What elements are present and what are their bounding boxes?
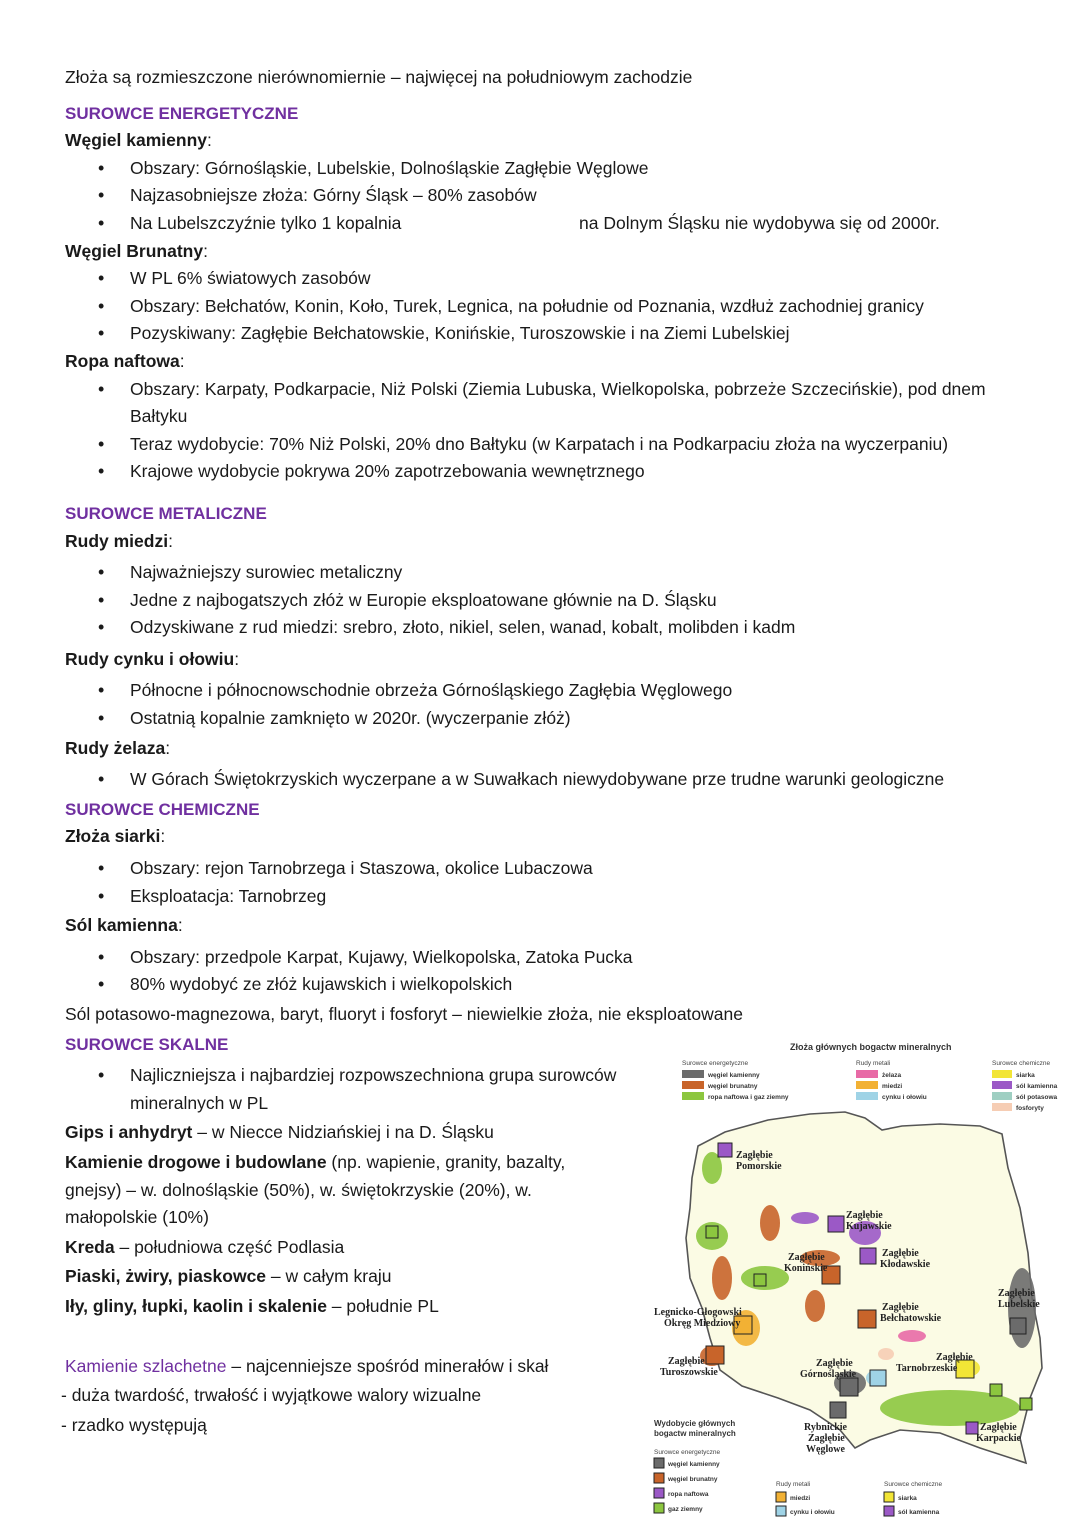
region-label: Węglowe bbox=[806, 1444, 845, 1455]
pickaxe-icon bbox=[884, 1506, 894, 1516]
region-label: Tarnobrzeskie bbox=[896, 1363, 958, 1374]
legend-swatch-rock-salt bbox=[992, 1081, 1012, 1089]
legend-label: miedzi bbox=[882, 1083, 903, 1090]
gems-point: - rzadko występują bbox=[61, 1414, 207, 1435]
region-label: Zagłębie bbox=[668, 1356, 705, 1367]
mining-chem-title: Surowce chemiczne bbox=[884, 1481, 943, 1488]
region-label: Legnicko-Głogowski bbox=[654, 1307, 742, 1318]
subheading-salt: Sól kamienna: bbox=[65, 915, 183, 936]
section-heading-rock: SUROWCE SKALNE bbox=[65, 1034, 229, 1054]
section-heading-energy: SUROWCE ENERGETYCZNE bbox=[65, 103, 299, 123]
rock-sands: Piaski, żwiry, piaskowce – w całym kraju bbox=[65, 1266, 392, 1287]
pickaxe-icon bbox=[776, 1492, 786, 1502]
list-item: • Eksploatacja: Tarnobrzeg bbox=[65, 883, 1025, 911]
pickaxe-icon bbox=[654, 1503, 664, 1513]
list-item: • Północne i północnowschodnie obrzeża Górnośląskiego Zagłębia Węglowego bbox=[65, 677, 1025, 705]
rock-chalk: Kreda – południowa część Podlasia bbox=[65, 1236, 345, 1257]
intro-text: Złoża są rozmieszczone nierównomiernie – najwięcej na południowym zachodzie bbox=[65, 67, 693, 87]
region-label: Turoszowskie bbox=[660, 1367, 718, 1378]
section-heading-chemical: SUROWCE CHEMICZNE bbox=[65, 799, 260, 819]
list-item: • Teraz wydobycie: 70% Niż Polski, 20% dno Bałtyku (w Karpatach i na Podkarpaciu złoża na wyczerpaniu) bbox=[65, 431, 1025, 459]
list-item: • Ostatnią kopalnie zamknięto w 2020r. (wyczerpanie złóż) bbox=[65, 705, 1025, 733]
list-item: • Najzasobniejsze złoża: Górny Śląsk – 80% zasobów bbox=[65, 182, 1025, 210]
mining-title: Wydobycie głównych bbox=[654, 1419, 736, 1428]
list-item: • Na Lubelszczyźnie tylko 1 kopalnia na Dolnym Śląsku nie wydobywa się od 2000r. bbox=[65, 210, 1025, 238]
list-item: • Obszary: rejon Tarnobrzega i Staszowa, okolice Lubaczowa bbox=[65, 855, 1025, 883]
list-item: • Obszary: Karpaty, Podkarpacie, Niż Polski (Ziemia Lubuska, Wielkopolska, pobrzeże Szczecińskie), pod dnem Bałtyku bbox=[65, 376, 1025, 431]
list-item: • 80% wydobyć ze złóż kujawskich i wielkopolskich bbox=[65, 971, 1025, 999]
side-note: na Dolnym Śląsku nie wydobywa się od 2000r. bbox=[579, 212, 940, 233]
rock-gypsum: Gips i anhydryt – w Niecce Nidziańskiej i na D. Śląsku bbox=[65, 1122, 494, 1143]
region-label: Bełchatowskie bbox=[880, 1313, 942, 1324]
legend-swatch-phosphate bbox=[992, 1103, 1012, 1111]
subheading-oil: Ropa naftowa: bbox=[65, 350, 185, 371]
region-label: Zagłębie bbox=[980, 1422, 1017, 1433]
deposit-phosphate bbox=[878, 1348, 894, 1360]
pickaxe-icon bbox=[884, 1492, 894, 1502]
region-label: Zagłębie bbox=[936, 1352, 973, 1363]
chemical-other-text: Sól potasowo-magnezowa, baryt, fluoryt i fosforyt – niewielkie złoża, nie eksploatowane bbox=[65, 1004, 743, 1024]
pickaxe-icon bbox=[654, 1458, 664, 1468]
list-item: • Najliczniejsza i najbardziej rozpowszechniona grupa surowców mineralnych w PL bbox=[65, 1062, 645, 1117]
list-item: • Najważniejszy surowiec metaliczny bbox=[65, 559, 1025, 587]
mining-label: miedzi bbox=[790, 1495, 811, 1502]
region-label: Zagłębie bbox=[808, 1433, 845, 1444]
pickaxe-icon bbox=[776, 1506, 786, 1516]
mining-label: sól kamienna bbox=[898, 1509, 940, 1516]
list-item: • Odzyskiwane z rud miedzi: srebro, złoto, nikiel, selen, wanad, kobalt, molibden i kadm bbox=[65, 614, 1025, 642]
legend-swatch-hard-coal bbox=[682, 1070, 704, 1078]
rock-clays: Iły, gliny, łupki, kaolin i skalenie – południe PL bbox=[65, 1295, 439, 1316]
region-label: Okręg Miedziowy bbox=[664, 1318, 741, 1329]
list-item: • Obszary: przedpole Karpat, Kujawy, Wielkopolska, Zatoka Pucka bbox=[65, 944, 1025, 972]
list-oil bbox=[65, 376, 1025, 486]
mining-label: ropa naftowa bbox=[668, 1491, 709, 1498]
list-zinc-lead bbox=[65, 677, 1025, 732]
list-item: • Jedne z najbogatszych złóż w Europie eksploatowane głównie na D. Śląsku bbox=[65, 587, 1025, 615]
list-lignite bbox=[65, 265, 1025, 348]
mining-label: węgiel brunatny bbox=[668, 1476, 718, 1483]
region-label: Górnośląskie bbox=[800, 1369, 857, 1380]
legend-swatch-sulfur bbox=[992, 1070, 1012, 1078]
subheading-hard-coal: Węgiel kamienny: bbox=[65, 130, 212, 151]
list-sulfur bbox=[65, 855, 1025, 910]
gems-point: - duża twardość, trwałość i wyjątkowe walory wizualne bbox=[61, 1385, 482, 1406]
region-label: Zagłębie bbox=[882, 1302, 919, 1313]
region-label: Lubelskie bbox=[998, 1299, 1040, 1310]
legend-label: węgiel kamienny bbox=[708, 1072, 760, 1079]
deposit-lignite-2 bbox=[712, 1256, 732, 1300]
region-label: Rybnickie bbox=[804, 1422, 847, 1433]
legend-swatch-potash bbox=[992, 1092, 1012, 1100]
region-label: Kujawskie bbox=[846, 1221, 892, 1232]
legend-chem-title: Surowce chemiczne bbox=[992, 1060, 1051, 1067]
region-label: Karpackie bbox=[976, 1433, 1021, 1444]
legend-swatch-iron bbox=[856, 1070, 878, 1078]
list-iron bbox=[65, 766, 1025, 794]
subheading-zinc-lead: Rudy cynku i ołowiu: bbox=[65, 648, 240, 669]
legend-label: sól potasowa bbox=[1016, 1094, 1058, 1101]
mining-label: węgiel kamienny bbox=[668, 1461, 720, 1468]
list-copper bbox=[65, 559, 1025, 642]
region-label: Konińskie bbox=[784, 1263, 828, 1274]
mining-label: cynku i ołowiu bbox=[790, 1509, 835, 1516]
subheading-iron: Rudy żelaza: bbox=[65, 737, 171, 758]
legend-label: cynku i ołowiu bbox=[882, 1094, 927, 1101]
subheading-sulfur: Złoża siarki: bbox=[65, 826, 166, 847]
list-item: • Obszary: Bełchatów, Konin, Koło, Turek, Legnica, na południe od Poznania, wzdłuż zachodniej granicy bbox=[65, 293, 1025, 321]
legend-swatch-zinc-lead bbox=[856, 1092, 878, 1100]
rock-details bbox=[65, 1119, 605, 1320]
legend-swatch-lignite bbox=[682, 1081, 704, 1089]
mining-energy-title: Surowce energetyczne bbox=[654, 1449, 721, 1456]
mining-label: gaz ziemny bbox=[668, 1506, 703, 1513]
legend-label: węgiel brunatny bbox=[708, 1083, 758, 1090]
list-item: • Obszary: Górnośląskie, Lubelskie, Dolnośląskie Zagłębie Węglowe bbox=[65, 155, 1025, 183]
mining-metal-title: Rudy metali bbox=[776, 1481, 811, 1488]
region-label: Zagłębie bbox=[736, 1150, 773, 1161]
region-label: Zagłębie bbox=[998, 1288, 1035, 1299]
region-label: Zagłębie bbox=[882, 1248, 919, 1259]
subheading-copper: Rudy miedzi: bbox=[65, 530, 173, 551]
deposit-lignite-1 bbox=[760, 1205, 780, 1241]
legend-label: sól kamienna bbox=[1016, 1083, 1058, 1090]
pickaxe-icon bbox=[654, 1488, 664, 1498]
legend-swatch-copper bbox=[856, 1081, 878, 1089]
list-item: • Krajowe wydobycie pokrywa 20% zapotrzebowania wewnętrznego bbox=[65, 458, 1025, 486]
deposit-salt-2 bbox=[791, 1212, 819, 1224]
list-salt bbox=[65, 944, 1025, 999]
mining-label: siarka bbox=[898, 1495, 917, 1502]
legend-label: fosforyty bbox=[1016, 1105, 1044, 1112]
legend-label: siarka bbox=[1016, 1072, 1035, 1079]
deposit-iron bbox=[898, 1330, 926, 1342]
legend-energy-title: Surowce energetyczne bbox=[682, 1060, 749, 1067]
subheading-lignite: Węgiel Brunatny: bbox=[65, 240, 208, 261]
legend-swatch-oil-gas bbox=[682, 1092, 704, 1100]
rock-stones: Kamienie drogowe i budowlane (np. wapienie, granity, bazalty, gnejsy) – w. dolnośląskie (50%), w. świętokrzyskie (20%), w. małopolskie (10%) bbox=[65, 1151, 566, 1228]
region-label: Zagłębie bbox=[788, 1252, 825, 1263]
legend-metal-title: Rudy metali bbox=[856, 1060, 891, 1067]
list-rock bbox=[65, 1062, 645, 1117]
deposit-lignite-4 bbox=[805, 1290, 825, 1322]
list-item: • Pozyskiwany: Zagłębie Bełchatowskie, Konińskie, Turoszowskie i na Ziemi Lubelskiej bbox=[65, 320, 1025, 348]
list-hard-coal bbox=[65, 155, 1025, 238]
list-item: • W Górach Świętokrzyskich wyczerpane a w Suwałkach niewydobywane prze trudne warunki geologiczne bbox=[65, 766, 1025, 794]
map-title: Złoża głównych bogactw mineralnych bbox=[790, 1042, 952, 1052]
section-heading-metallic: SUROWCE METALICZNE bbox=[65, 503, 267, 523]
region-label: Pomorskie bbox=[736, 1161, 782, 1172]
legend-label: ropa naftowa i gaz ziemny bbox=[708, 1094, 789, 1101]
pickaxe-icon bbox=[654, 1473, 664, 1483]
region-label: Zagłębie bbox=[816, 1358, 853, 1369]
mining-title: bogactw mineralnych bbox=[654, 1429, 736, 1438]
minerals-map bbox=[650, 1038, 1075, 1523]
region-label: Kłodawskie bbox=[880, 1259, 931, 1270]
region-label: Zagłębie bbox=[846, 1210, 883, 1221]
list-item: • W PL 6% światowych zasobów bbox=[65, 265, 1025, 293]
legend-label: żelaza bbox=[882, 1072, 902, 1079]
gems-text: Kamienie szlachetne – najcenniejsze spośród minerałów i skał bbox=[65, 1355, 549, 1376]
